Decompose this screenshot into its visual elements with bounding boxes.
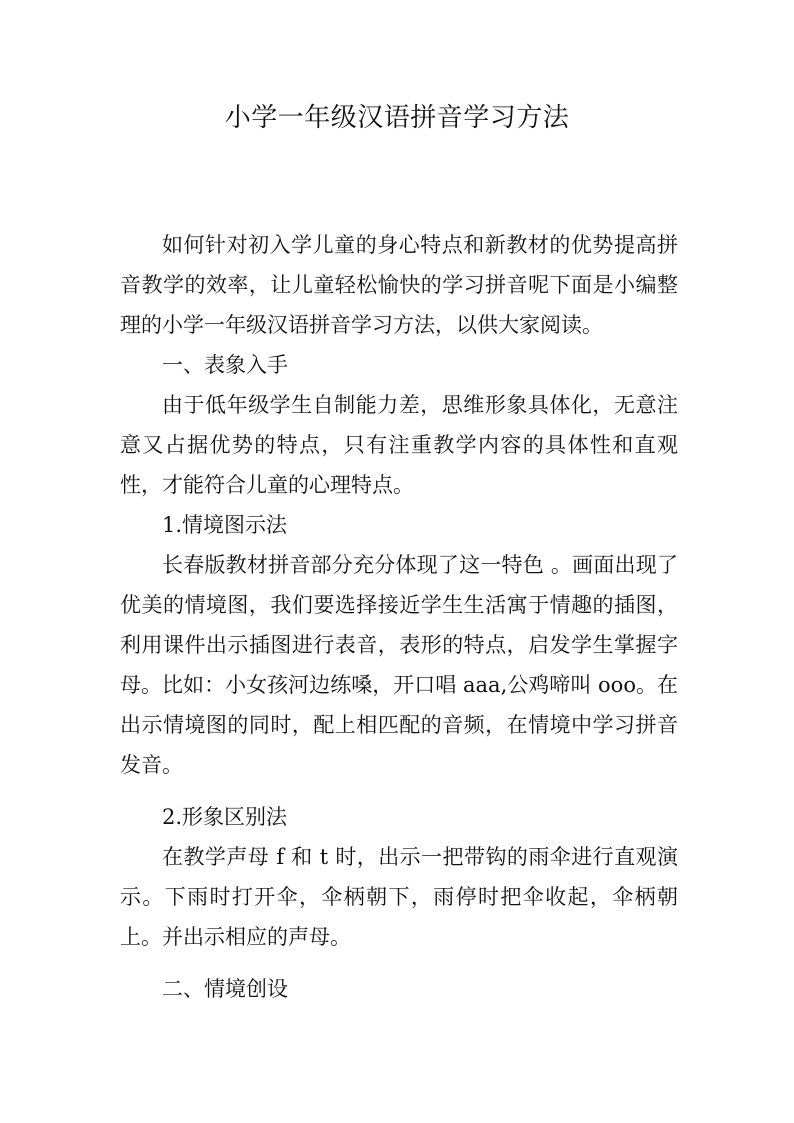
- document-title: 小学一年级汉语拼音学习方法: [224, 103, 570, 133]
- section-heading-1: 一、表象入手: [162, 353, 288, 377]
- subsection-heading-1: 1.情境图示法: [162, 513, 288, 537]
- document-body: [120, 225, 678, 1009]
- intro-paragraph: 如何针对初入学儿童的身心特点和新教材的优势提高拼音教学的效率，让儿童轻松愉快的学习拼音呢下面是小编整理的小学一年级汉语拼音学习方法，以供大家阅读。: [120, 233, 678, 337]
- subsection-2-paragraph: 在教学声母 f 和 t 时，出示一把带钩的雨伞进行直观演示。下雨时打开伞，伞柄朝下，雨停时把伞收起，伞柄朝上。并出示相应的声母。: [120, 845, 678, 949]
- subsection-1-paragraph: 长春版教材拼音部分充分体现了这一特色 。画面出现了优美的情境图，我们要选择接近学生生活寓于情趣的插图，利用课件出示插图进行表音，表形的特点，启发学生掌握字母。比如：小女孩河边练嗓，开口唱 aaa,公鸡啼叫 ooo。在出示情境图的同时，配上相匹配的音频，在情境中学习拼音发音。: [120, 553, 678, 777]
- section-1-paragraph: 由于低年级学生自制能力差，思维形象具体化，无意注意又占据优势的特点，只有注重教学内容的具体性和直观性，才能符合儿童的心理特点。: [120, 393, 678, 497]
- section-heading-2: 二、情境创设: [162, 977, 288, 1001]
- subsection-heading-2: 2.形象区别法: [162, 805, 288, 829]
